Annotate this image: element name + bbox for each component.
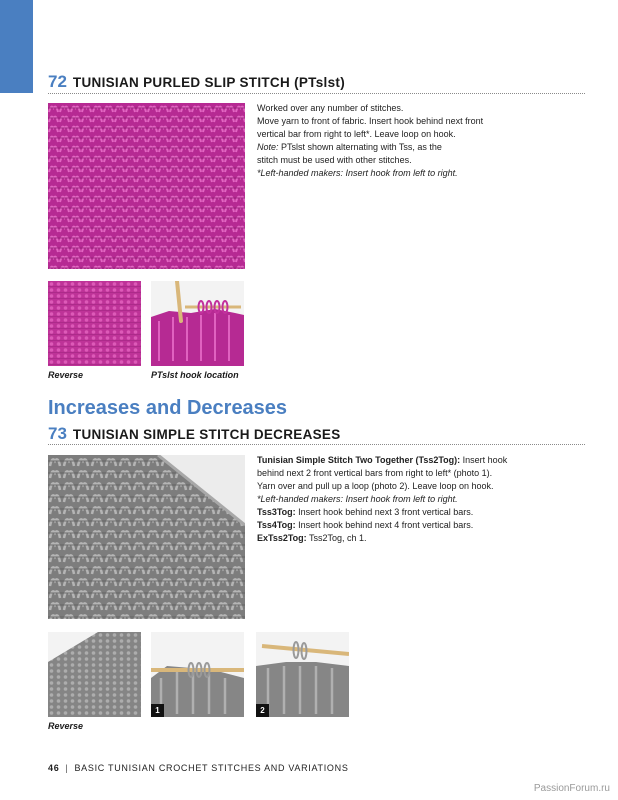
note-text: PTslst shown alternating with Tss, as the	[278, 142, 442, 152]
ptslst-swatch-photo	[48, 103, 245, 269]
hook-location-photo	[151, 281, 244, 366]
corner-tab	[0, 0, 33, 93]
instruction-line: behind next 2 front vertical bars from right to left* (photo 1).	[257, 468, 493, 478]
instruction-line: Move yarn to front of fabric. Insert hook behind next front	[257, 116, 484, 126]
note-label: Note:	[257, 142, 279, 152]
tss4tog-label: Tss4Tog:	[257, 520, 296, 530]
section-72-heading	[48, 72, 345, 92]
left-handed-note: *Left-handed makers: Insert hook from left to right.	[257, 494, 458, 504]
page-number: 46	[48, 763, 60, 773]
chapter-heading: Increases and Decreases	[48, 397, 288, 419]
section-73-title: TUNISIAN SIMPLE STITCH DECREASES	[72, 427, 341, 442]
extss2tog-line: ExTss2Tog: Tss2Tog, ch 1.	[257, 533, 367, 543]
site-watermark: PassionForum.ru	[533, 783, 610, 794]
tss2tog-line: Tunisian Simple Stitch Two Together (Tss2Tog): Insert hook	[257, 455, 508, 465]
section-72-title: TUNISIAN PURLED SLIP STITCH (PTslst)	[72, 75, 345, 90]
section-72-number: 72	[48, 72, 67, 91]
page-footer	[48, 763, 349, 773]
section-73-instructions	[257, 454, 557, 545]
tss3tog-line: Tss3Tog: Insert hook behind next 3 front vertical bars.	[257, 507, 474, 517]
instruction-line: vertical bar from right to left*. Leave loop on hook.	[257, 129, 456, 139]
section-73-divider	[48, 444, 585, 445]
tss4tog-line: Tss4Tog: Insert hook behind next 4 front vertical bars.	[257, 520, 474, 530]
footer-chapter-title: BASIC TUNISIAN CROCHET STITCHES AND VARIATIONS	[74, 763, 349, 773]
reverse-swatch-photo	[48, 281, 141, 366]
section-72-instructions	[257, 102, 557, 180]
extss2tog-label: ExTss2Tog:	[257, 533, 307, 543]
tss3tog-label: Tss3Tog:	[257, 507, 296, 517]
decrease-swatch-photo	[48, 455, 245, 619]
reverse-caption-73: Reverse	[48, 721, 84, 731]
section-73-number: 73	[48, 424, 67, 443]
left-handed-note: *Left-handed makers: Insert hook from left to right.	[257, 168, 458, 178]
footer-separator: |	[65, 763, 69, 773]
step-2-photo	[256, 632, 349, 717]
photo-1-badge: 1	[151, 704, 164, 717]
instruction-line: Worked over any number of stitches.	[257, 103, 404, 113]
step-1-photo	[151, 632, 244, 717]
reverse-caption-72: Reverse	[48, 370, 84, 380]
hook-location-caption: PTslst hook location	[151, 370, 239, 380]
note-line: stitch must be used with other stitches.	[257, 155, 412, 165]
note-line	[257, 141, 557, 154]
tss2tog-label: Tunisian Simple Stitch Two Together (Tss2Tog):	[257, 455, 461, 465]
section-72-divider	[48, 93, 585, 94]
instruction-line: Yarn over and pull up a loop (photo 2). Leave loop on hook.	[257, 481, 494, 491]
reverse-decrease-photo	[48, 632, 141, 717]
section-73-heading	[48, 424, 341, 444]
photo-2-badge: 2	[256, 704, 269, 717]
